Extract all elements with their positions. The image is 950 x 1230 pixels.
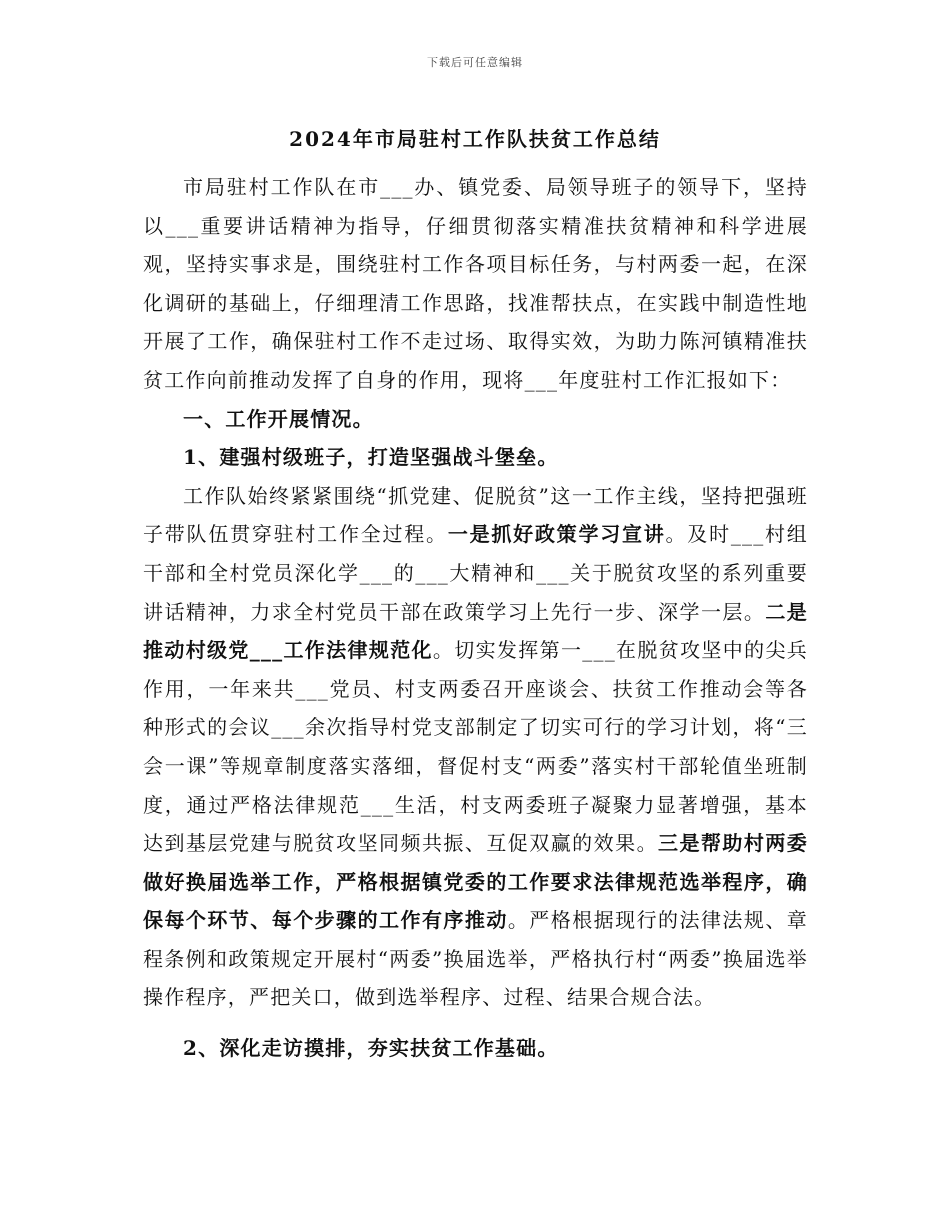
header-note: 下载后可任意编辑 bbox=[427, 56, 523, 69]
paragraph-text: 。严格根据现行的法律法规、章程条例和政策规定开展村“两委”换届选举，严格执行村“两委”换届选举操作程序，严把关口，做到选举程序、过程、结果合规合法。 bbox=[143, 908, 808, 1010]
paragraph-text: 。及时___村组干部和全村党员深化学___的___大精神和___关于脱贫攻坚的系列重要讲话精神，力求全村党员干部在政策学习上先行一步、深学一层。 bbox=[143, 522, 808, 624]
document-title: 2024年市局驻村工作队扶贫工作总结 bbox=[289, 127, 661, 151]
paragraph-party-building bbox=[143, 477, 808, 1017]
paragraph-text: 。切实发挥第一___在脱贫攻坚中的尖兵作用，一年来共___党员、村支两委召开座谈会、扶贫工作推动会等各种形式的会议___余次指导村党支部制定了切实可行的学习计划，将“三会一课”等规章制度落实落细，督促村支“两委”落实村干部轮值坐班制度，通过严格法律规范___生活，村支两委班子凝聚力显著增强，基本达到基层党建与脱贫攻坚同频共振、互促双赢的效果。 bbox=[143, 638, 809, 856]
paragraph-text: 工作队始终紧紧围绕“抓党建、促脱贫”这一工作主线，坚持把强班子带队伍贯穿驻村工作全过程。 bbox=[143, 483, 808, 547]
subsection-heading-2: 2、深化走访摸排，夯实扶贫工作基础。 bbox=[183, 1036, 559, 1061]
section-heading-1: 一、工作开展情况。 bbox=[183, 406, 374, 431]
bold-point-1: 一是抓好政策学习宣讲 bbox=[447, 522, 666, 547]
bold-point-3: 三是帮助村两委做好换届选举工作，严格根据镇党委的工作要求法律规范选举程序，确保每个环节、每个步骤的工作有序推动 bbox=[143, 831, 808, 933]
document-body bbox=[143, 168, 808, 1068]
subsection-heading-1: 1、建强村级班子，打造坚强战斗堡垒。 bbox=[183, 445, 559, 470]
bold-point-2: 二是推动村级党___工作法律规范化 bbox=[143, 599, 808, 663]
intro-paragraph: 市局驻村工作队在市___办、镇党委、局领导班子的领导下，坚持以___重要讲话精神为指导，仔细贯彻落实精准扶贫精神和科学进展观，坚持实事求是，围绕驻村工作各项目标任务，与村两委一起，在深化调研的基础上，仔细理清工作思路，找准帮扶点，在实践中制造性地开展了工作，确保驻村工作不走过场、取得实效，为助力陈河镇精准扶贫工作向前推动发挥了自身的作用，现将___年度驻村工作汇报如下： bbox=[143, 175, 808, 392]
